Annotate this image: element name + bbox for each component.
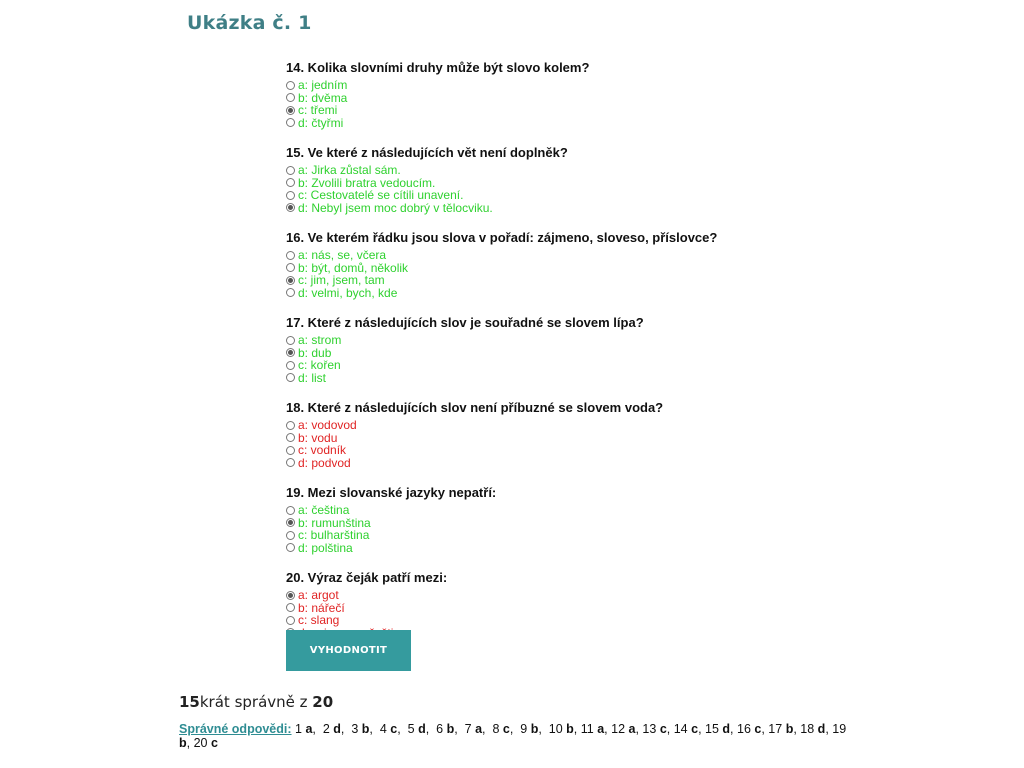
radio-button[interactable] xyxy=(286,203,295,212)
radio-button[interactable] xyxy=(286,603,295,612)
answer-number: 8 xyxy=(492,722,500,736)
question-title: 19. Mezi slovanské jazyky nepatří: xyxy=(286,485,497,500)
option-label: b: dvěma xyxy=(298,90,348,105)
answer-number: 5 xyxy=(407,722,415,736)
option-label: a: nás, se, včera xyxy=(298,248,387,262)
radio-button[interactable] xyxy=(286,421,295,430)
option-label: c: slang xyxy=(298,613,340,627)
answer-letter: a xyxy=(597,722,605,736)
option-label: a: argot xyxy=(298,588,339,602)
option-label: d: podvod xyxy=(298,455,351,470)
answer-option[interactable] xyxy=(286,542,846,555)
option-label: b: dub xyxy=(298,345,332,360)
answer-letter: c xyxy=(502,722,510,736)
answer-option[interactable] xyxy=(286,457,846,470)
answer-letter: a xyxy=(305,722,313,736)
answer-number: 15 xyxy=(705,722,719,736)
answer-number: 18 xyxy=(800,722,815,736)
radio-button[interactable] xyxy=(286,433,295,442)
answer-letter: c xyxy=(210,736,218,750)
answer-letter: d xyxy=(333,722,341,736)
evaluate-button[interactable]: VYHODNOTIT xyxy=(286,630,411,671)
radio-button[interactable] xyxy=(286,446,295,455)
answer-option[interactable] xyxy=(286,347,846,360)
option-label: d: čtyřmi xyxy=(298,115,344,130)
option-label: b: vodu xyxy=(298,430,338,445)
answer-number: 20 xyxy=(193,736,208,750)
option-label: a: vodovod xyxy=(298,418,357,432)
answer-letter: c xyxy=(659,722,667,736)
answer-number: 3 xyxy=(351,722,359,736)
radio-button[interactable] xyxy=(286,288,295,297)
answer-number: 10 xyxy=(548,722,563,736)
answer-letter: d xyxy=(418,722,426,736)
answer-option[interactable] xyxy=(286,614,846,627)
answer-letter: d xyxy=(817,722,826,736)
answer-option[interactable] xyxy=(286,529,846,542)
question-title: 14. Kolika slovními druhy může být slovo kolem? xyxy=(286,60,590,75)
answer-number: 6 xyxy=(436,722,444,736)
answer-option[interactable] xyxy=(286,117,846,130)
radio-button[interactable] xyxy=(286,263,295,272)
answer-letter: b xyxy=(566,722,574,736)
answer-number: 7 xyxy=(464,722,472,736)
option-label: b: být, domů, několik xyxy=(298,260,409,275)
quiz-form xyxy=(286,60,846,655)
radio-button[interactable] xyxy=(286,373,295,382)
answer-number: 19 xyxy=(832,722,847,736)
answer-letter: b xyxy=(785,722,794,736)
answer-number: 12 xyxy=(611,722,626,736)
answer-option[interactable] xyxy=(286,589,846,602)
answer-number: 4 xyxy=(379,722,387,736)
option-label: a: jedním xyxy=(298,78,348,92)
option-label: c: jim, jsem, tam xyxy=(298,273,385,287)
radio-button[interactable] xyxy=(286,191,295,200)
option-label: b: nářečí xyxy=(298,600,345,615)
answer-option[interactable] xyxy=(286,274,846,287)
question-18 xyxy=(286,400,846,469)
option-label: a: strom xyxy=(298,333,342,347)
answer-letter: b xyxy=(361,722,370,736)
correct-answers: Správné odpovědi: 1 a, 2 d, 3 b, 4 c, 5 d, 6 b, 7 a, 8 c, 9 b, 10 b, 11 a, 12 a, 13 c, 14 c, 15 d, 16 c, 17 b, 18 d, 19 b, 20 c xyxy=(179,722,847,750)
radio-button[interactable] xyxy=(286,336,295,345)
radio-button[interactable] xyxy=(286,81,295,90)
answer-letter: b xyxy=(530,722,539,736)
answer-option[interactable] xyxy=(286,419,846,432)
answer-option[interactable] xyxy=(286,189,846,202)
answer-letter: c xyxy=(754,722,762,736)
answer-letter: c xyxy=(691,722,699,736)
radio-button[interactable] xyxy=(286,166,295,175)
option-label: b: Zvolili bratra vedoucím. xyxy=(298,175,436,190)
answer-option[interactable] xyxy=(286,164,846,177)
answer-option[interactable] xyxy=(286,249,846,262)
answer-option[interactable] xyxy=(286,287,846,300)
radio-button[interactable] xyxy=(286,106,295,115)
question-20 xyxy=(286,570,846,639)
option-label: c: bulharština xyxy=(298,528,370,542)
answer-option[interactable] xyxy=(286,372,846,385)
score-total: 20 xyxy=(312,693,334,711)
radio-button[interactable] xyxy=(286,251,295,260)
question-14 xyxy=(286,60,846,129)
answer-option[interactable] xyxy=(286,79,846,92)
option-label: d: list xyxy=(298,370,327,385)
question-19 xyxy=(286,485,846,554)
correct-answers-link[interactable]: Správné odpovědi: xyxy=(179,722,292,736)
page-title: Ukázka č. 1 xyxy=(187,12,312,34)
radio-button[interactable] xyxy=(286,591,295,600)
answer-option[interactable] xyxy=(286,444,846,457)
answer-number: 11 xyxy=(580,722,594,736)
option-label: c: třemi xyxy=(298,103,338,117)
question-title: 18. Které z následujících slov není příbuzné se slovem voda? xyxy=(286,400,664,415)
score-correct: 15 xyxy=(179,693,200,711)
answer-letter: c xyxy=(390,722,398,736)
answer-letter: b xyxy=(446,722,455,736)
option-label: c: kořen xyxy=(298,358,341,372)
answer-option[interactable] xyxy=(286,202,846,215)
question-16 xyxy=(286,230,846,299)
option-label: a: Jirka zůstal sám. xyxy=(298,163,401,177)
radio-button[interactable] xyxy=(286,93,295,102)
radio-button[interactable] xyxy=(286,118,295,127)
question-15 xyxy=(286,145,846,214)
answer-number: 16 xyxy=(737,722,751,736)
answer-letter: d xyxy=(722,722,731,736)
radio-button[interactable] xyxy=(286,178,295,187)
option-label: d: polština xyxy=(298,540,353,555)
answer-option[interactable] xyxy=(286,517,846,530)
radio-button[interactable] xyxy=(286,518,295,527)
score-summary xyxy=(179,693,333,711)
answer-option[interactable] xyxy=(286,504,846,517)
option-label: c: vodník xyxy=(298,443,347,457)
radio-button[interactable] xyxy=(286,531,295,540)
radio-button[interactable] xyxy=(286,458,295,467)
answer-option[interactable] xyxy=(286,104,846,117)
answer-letter: a xyxy=(628,722,636,736)
radio-button[interactable] xyxy=(286,361,295,370)
question-title: 16. Ve kterém řádku jsou slova v pořadí: zájmeno, sloveso, příslovce? xyxy=(286,230,718,245)
answer-letter: b xyxy=(179,736,187,750)
option-label: b: rumunština xyxy=(298,515,371,530)
radio-button[interactable] xyxy=(286,543,295,552)
answer-option[interactable] xyxy=(286,602,846,615)
radio-button[interactable] xyxy=(286,348,295,357)
answer-option[interactable] xyxy=(286,92,846,105)
option-label: d: velmi, bych, kde xyxy=(298,285,398,300)
question-17 xyxy=(286,315,846,384)
question-title: 20. Výraz čeják patří mezi: xyxy=(286,570,448,585)
answer-option[interactable] xyxy=(286,334,846,347)
answer-number: 14 xyxy=(673,722,688,736)
question-title: 15. Ve které z následujících vět není doplněk? xyxy=(286,145,568,160)
answer-number: 1 xyxy=(295,722,302,736)
answer-option[interactable] xyxy=(286,359,846,372)
answer-number: 9 xyxy=(520,722,528,736)
option-label: c: Cestovatelé se cítili unavení. xyxy=(298,188,464,202)
answer-number: 17 xyxy=(768,722,783,736)
answer-number: 13 xyxy=(642,722,657,736)
radio-button[interactable] xyxy=(286,276,295,285)
answer-number: 2 xyxy=(322,722,330,736)
radio-button[interactable] xyxy=(286,616,295,625)
option-label: d: Nebyl jsem moc dobrý v tělocviku. xyxy=(298,200,493,215)
question-title: 17. Které z následujících slov je souřadné se slovem lípa? xyxy=(286,315,644,330)
answer-option[interactable] xyxy=(286,432,846,445)
radio-button[interactable] xyxy=(286,506,295,515)
option-label: a: čeština xyxy=(298,503,350,517)
answer-letter: a xyxy=(475,722,483,736)
score-text: krát správně z xyxy=(199,693,313,711)
